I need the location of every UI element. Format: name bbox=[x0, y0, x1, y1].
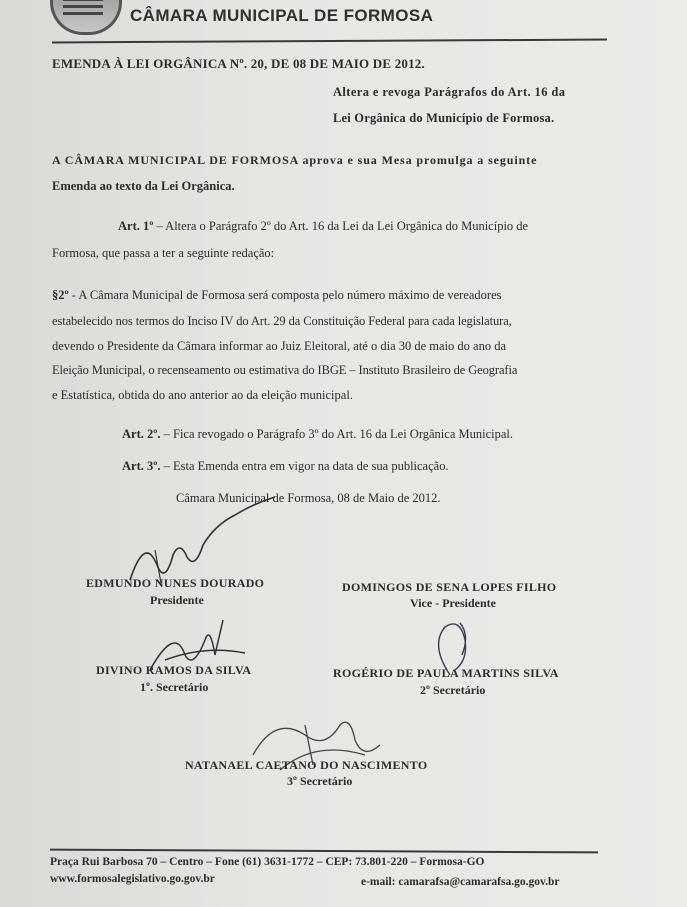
par2-line-1 bbox=[52, 288, 502, 303]
par2-line-3: devendo o Presidente da Câmara informar ao Juiz Eleitoral, até o dia 30 de maio do ano da bbox=[52, 339, 507, 353]
art3-line bbox=[122, 459, 449, 474]
footer-rule bbox=[50, 849, 598, 853]
signatory-role-first-secretary: 1º. Secretário bbox=[140, 680, 209, 694]
par2-line-4: Eleição Municipal, o recenseamento ou estimativa do IBGE – Instituto Brasileiro de Geografia bbox=[52, 363, 518, 377]
signatory-name-first-secretary: DIVINO RAMOS DA SILVA bbox=[96, 663, 252, 677]
art2-line bbox=[122, 427, 513, 442]
summary-line-2: Lei Orgânica do Município de Formosa. bbox=[333, 111, 555, 125]
municipal-crest-logo bbox=[50, 0, 122, 35]
header-title: CÂMARA MUNICIPAL DE FORMOSA bbox=[130, 6, 434, 25]
art1-line-2: Formosa, que passa a ter a seguinte redação: bbox=[52, 246, 275, 260]
summary-line-1: Altera e revoga Parágrafos do Art. 16 da bbox=[333, 85, 566, 99]
art3-label: Art. 3º. bbox=[122, 459, 161, 473]
intro-line-2: Emenda ao texto da Lei Orgânica. bbox=[52, 179, 235, 193]
footer-address: Praça Rui Barbosa 70 – Centro – Fone (61) 3631-1772 – CEP: 73.801-220 – Formosa-GO bbox=[50, 856, 485, 868]
signatory-name-vice-president: DOMINGOS DE SENA LOPES FILHO bbox=[342, 580, 557, 594]
header-rule bbox=[52, 39, 607, 44]
signatory-role-vice-president: Vice - Presidente bbox=[410, 596, 496, 610]
art1-label: Art. 1º bbox=[118, 219, 154, 233]
art2-text: – Fica revogado o Parágrafo 3º do Art. 16 da Lei Orgânica Municipal. bbox=[160, 427, 514, 441]
signatory-name-second-secretary: ROGÉRIO DE PAULA MARTINS SILVA bbox=[333, 666, 559, 680]
par2-label: §2º bbox=[52, 288, 69, 302]
par2-line-2: estabelecido nos termos do Inciso IV do Art. 29 da Constituição Federal para cada legislatura, bbox=[52, 314, 512, 328]
footer-website: www.formosalegislativo.go.gov.br bbox=[50, 873, 215, 885]
document-heading: EMENDA À LEI ORGÂNICA Nº. 20, DE 08 DE MAIO DE 2012. bbox=[52, 56, 425, 71]
art2-label: Art. 2º. bbox=[122, 427, 161, 441]
par2-line-5: e Estatística, obtida do ano anterior ao da eleição municipal. bbox=[52, 388, 353, 402]
signatory-name-third-secretary: NATANAEL CAETANO DO NASCIMENTO bbox=[185, 758, 428, 772]
intro-line-1: A CÂMARA MUNICIPAL DE FORMOSA aprova e sua Mesa promulga a seguinte bbox=[52, 153, 538, 167]
art1-text: – Altera o Parágrafo 2º do Art. 16 da Lei da Lei Orgânica do Município de bbox=[153, 219, 529, 233]
art1-line-1 bbox=[118, 219, 528, 234]
signatory-name-president: EDMUNDO NUNES DOURADO bbox=[86, 576, 265, 590]
footer-email: e-mail: camarafsa@camarafsa.go.gov.br bbox=[361, 876, 560, 888]
par2-text: - A Câmara Municipal de Formosa será composta pelo número máximo de vereadores bbox=[68, 288, 502, 302]
art3-text: – Esta Emenda entra em vigor na data de sua publicação. bbox=[160, 459, 449, 473]
signatory-role-president: Presidente bbox=[150, 593, 204, 607]
signatory-role-third-secretary: 3º Secretário bbox=[287, 774, 353, 788]
place-date: Câmara Municipal de Formosa, 08 de Maio de 2012. bbox=[176, 491, 441, 505]
signatory-role-second-secretary: 2º Secretário bbox=[420, 683, 486, 697]
